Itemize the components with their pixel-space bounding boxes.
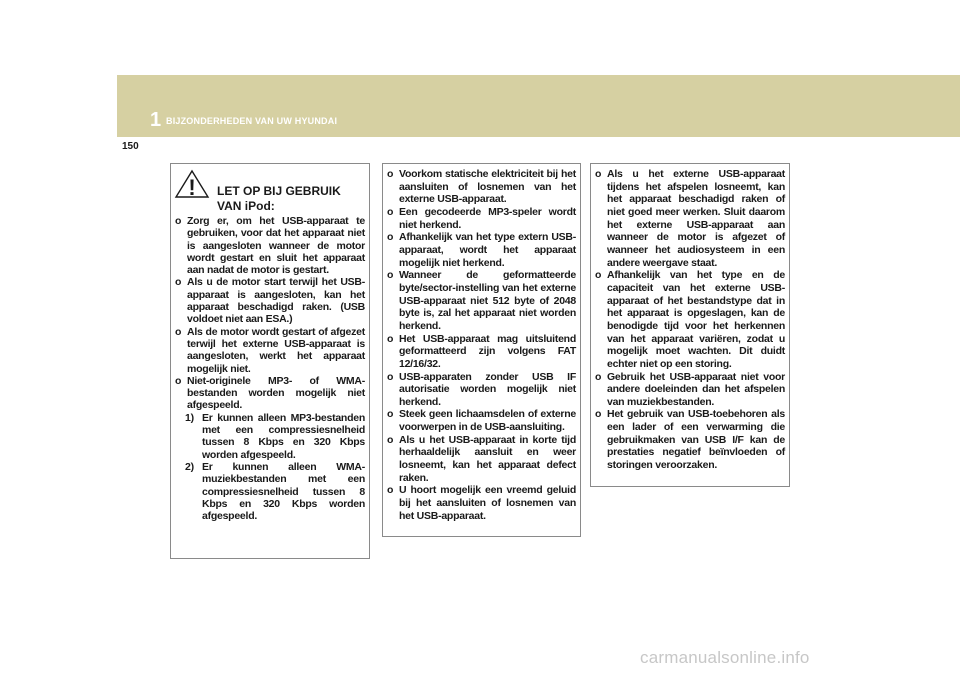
sub-item-text: Er kunnen alleen MP3-bestanden met een compressiesnelheid tussen 8 Kbps en 320 Kbps worden afgespeeld. [202,411,365,461]
list-item [175,375,365,412]
sub-item-number: 1) [185,411,194,424]
list-item [175,215,365,276]
bullet: o [387,269,394,282]
sub-item-number: 2) [185,460,194,473]
bullet: o [175,215,182,227]
chapter-number: 1 [150,109,162,131]
bullet: o [175,374,182,387]
bullet: o [595,168,602,180]
warning-text-column [175,215,365,522]
list-item-text: Het gebruik van USB-toebehoren als een lader of een verwarming die gebruikmaken van USB I/F kan de prestaties negatief beïnvloeden of storingen veroorzaken. [607,408,785,472]
list-item-text: Als u de motor start terwijl het USB-apparaat is aangesloten, kan het apparaat beschadigd raken. (USB voldoet niet aan ESA.) [187,276,365,326]
warning-title [217,184,367,214]
bullet: o [595,269,602,282]
list-item-text: Gebruik het USB-apparaat niet voor andere doeleinden dan het afspelen van muziekbestanden. [607,370,785,408]
list-item [595,371,785,409]
middle-text-column [387,168,576,522]
list-item-text: Afhankelijk van het type extern USB-apparaat, wordt het apparaat mogelijk niet herkend. [399,231,576,269]
warning-symbol: ! [188,175,196,199]
bullet: o [595,408,602,421]
list-item [595,408,785,471]
list-item [175,276,365,325]
bullet: o [387,484,394,497]
list-item-text: Als u het USB-apparaat in korte tijd herhaaldelijk aansluit en weer losneemt, kan het apparaat defect raken. [399,433,576,484]
bullet: o [387,332,394,345]
list-item-text: U hoort mogelijk een vreemd geluid bij het aansluiten of losnemen van het USB-apparaat. [399,484,576,522]
warning-title-line1: LET OP BIJ GEBRUIK [217,184,341,198]
bullet: o [175,276,182,289]
list-item-text: Als u het externe USB-apparaat tijdens het afspelen losneemt, kan het apparaat beschadigd raken of niet goed meer werken. Sluit daarom het externe USB-apparaat aan wanneer de motor is afgezet of wanneer het audiosysteem in een andere weergave staat. [607,168,785,269]
list-item [595,269,785,370]
list-item-text: Steek geen lichaamsdelen of externe voorwerpen in de USB-aansluiting. [399,408,576,434]
bullet: o [175,325,182,338]
list-item [387,333,576,371]
bullet: o [387,168,394,180]
sub-item [175,461,365,522]
list-item [387,269,576,332]
list-item-text: Zorg er, om het USB-apparaat te gebruiken, voor dat het apparaat niet is aangesloten wanneer de motor wordt gestart en sluit het apparaat aan nadat de motor is gestart. [187,215,365,277]
list-item [387,434,576,485]
watermark: carmanualsonline.info [640,648,810,667]
bullet: o [387,433,394,446]
list-item [387,206,576,231]
bullet: o [387,231,394,244]
list-item-text: Als de motor wordt gestart of afgezet terwijl het externe USB-apparaat is aangesloten, werkt het apparaat mogelijk niet. [187,325,365,375]
list-item-text: Het USB-apparaat mag uitsluitend geformatteerd zijn volgens FAT 12/16/32. [399,332,576,370]
bullet: o [387,205,394,218]
list-item [387,231,576,269]
warning-title-line2: VAN iPod: [217,199,275,213]
bullet: o [387,408,394,421]
right-text-column [595,168,785,472]
page-number: 150 [122,141,139,152]
list-item [387,484,576,522]
list-item-text: Niet-originele MP3- of WMA-bestanden worden mogelijk niet afgespeeld. [187,374,365,412]
header-band [117,75,960,137]
sub-item [175,412,365,461]
bullet: o [387,370,394,383]
warning-triangle-icon [174,169,210,199]
list-item [387,408,576,433]
sub-item-text: Er kunnen alleen WMA-muziekbestanden met een compressiesnelheid tussen 8 Kbps en 320 Kbps worden afgespeeld. [202,460,365,523]
list-item-text: USB-apparaten zonder USB IF autorisatie worden mogelijk niet herkend. [399,370,576,408]
chapter-title: BIJZONDERHEDEN VAN UW HYUNDAI [166,116,338,126]
list-item [175,326,365,375]
list-item-text: Afhankelijk van het type en de capaciteit van het externe USB-apparaat of het bestandstype dat in het apparaat is opgeslagen, kan de benodigde tijd voor het herkennen van het apparaat variëren, zodat u mogelijk moet wachten. Dit duidt echter niet op een storing. [607,269,785,370]
bullet: o [595,370,602,383]
list-item-text: Een gecodeerde MP3-speler wordt niet herkend. [399,205,576,231]
list-item-text: Wanneer de geformatteerde byte/sector-instelling van het externe USB-apparaat niet 512 byte of 2048 byte is, zal het apparaat niet worden herkend. [399,269,576,332]
list-item [387,168,576,206]
list-item-text: Voorkom statische elektriciteit bij het aansluiten of losnemen van het externe USB-apparaat. [399,168,576,206]
list-item [595,168,785,269]
list-item [387,371,576,409]
